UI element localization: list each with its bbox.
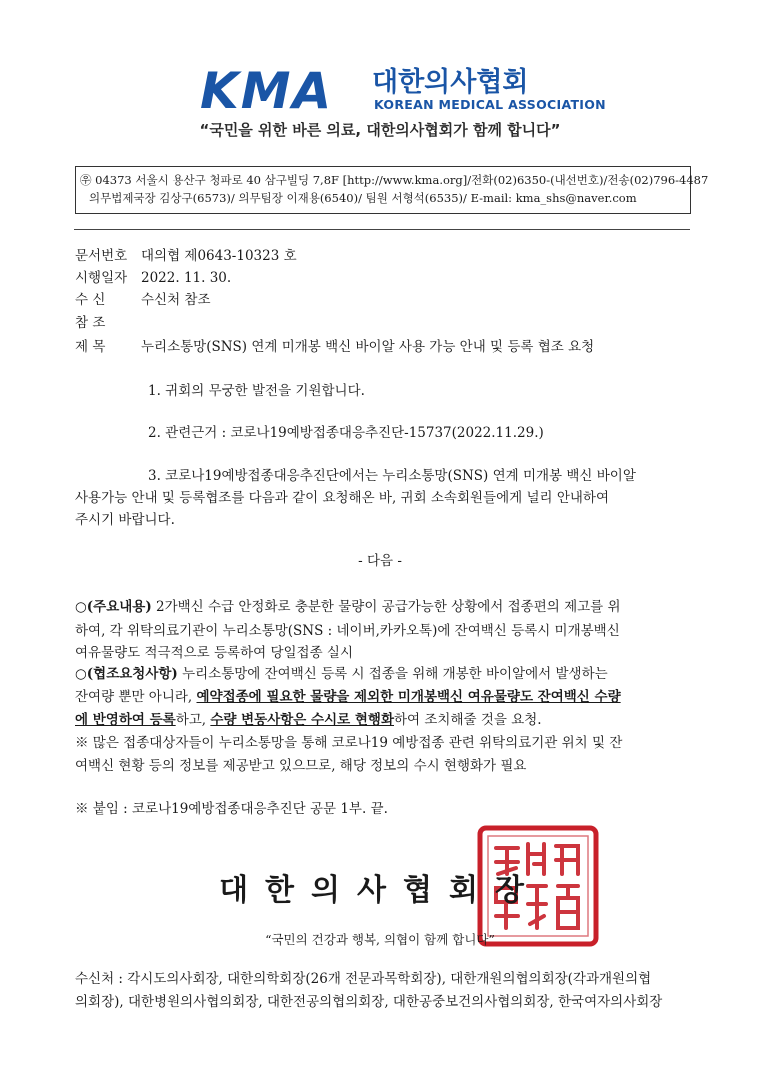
item-text: 잔여량 뿐만 아니라, bbox=[75, 689, 197, 705]
main-content-cont: 여유물량도 적극적으로 등록하여 당일접종 실시 bbox=[75, 645, 353, 661]
kma-logo: KMA bbox=[200, 62, 334, 120]
note-cont: 여백신 현황 등의 정보를 제공받고 있으므로, 해당 정보의 수시 현행화가 필요 bbox=[75, 758, 527, 774]
item-text: 누리소통망에 잔여백신 등록 시 접종을 위해 개봉한 바이알에서 발생하는 bbox=[177, 666, 608, 682]
emphasis-text: 예약접종에 필요한 물량을 제외한 미개봉백신 여유물량도 잔여백신 수량 bbox=[196, 689, 621, 705]
paragraph-2: 2. 관련근거 : 코로나19예방접종대응추진단-15737(2022.11.29.) bbox=[148, 425, 544, 441]
request-item bbox=[75, 663, 608, 686]
address-line: ㉾ 04373 서울시 용산구 청파로 40 삼구빌딩 7,8F [http://www.kma.org]/전화(02)6350-(내선번호)/전송(02)796-4487 bbox=[80, 173, 709, 187]
field-label: 시행일자 bbox=[75, 270, 128, 286]
recipient-row bbox=[75, 290, 211, 310]
enclosure-line: ※ 붙임 : 코로나19예방접종대응추진단 공문 1부. 끝. bbox=[75, 801, 388, 817]
item-heading: ○(주요내용) bbox=[75, 599, 152, 615]
header-divider bbox=[74, 229, 690, 230]
note: ※ 많은 접종대상자들이 누리소통망을 통해 코로나19 예방접종 관련 위탁의료기관 위치 및 잔 bbox=[75, 735, 623, 751]
request-item-cont bbox=[75, 709, 542, 732]
field-label: 문서번호 bbox=[75, 248, 128, 264]
main-content-cont: 하여, 각 위탁의료기관이 누리소통망(SNS : 네이버,카카오톡)에 잔여백신 등록시 미개봉백신 bbox=[75, 623, 620, 639]
doc-number-row bbox=[75, 246, 297, 266]
org-name-korean: 대한의사협회 bbox=[372, 67, 529, 98]
field-label: 수 신 bbox=[75, 292, 106, 308]
paragraph-3-cont: 주시기 바랍니다. bbox=[75, 512, 175, 528]
request-item-cont bbox=[75, 686, 621, 709]
field-label: 참 조 bbox=[75, 315, 106, 331]
item-heading: ○(협조요청사항) bbox=[75, 666, 178, 682]
issue-date-row bbox=[75, 268, 231, 288]
item-text: 2가백신 수급 안정화로 충분한 물량이 공급가능한 상황에서 접종편의 제고를 위 bbox=[151, 599, 621, 615]
header-slogan: “국민을 위한 바른 의료, 대한의사협회가 함께 합니다” bbox=[199, 121, 561, 139]
reference-row bbox=[75, 313, 141, 333]
signatory-title: 대한의사협회장 bbox=[219, 873, 541, 908]
signature-motto: “국민의 건강과 행복, 의협이 함께 합니다” bbox=[265, 932, 495, 947]
paragraph-3: 3. 코로나19예방접종대응추진단에서는 누리소통망(SNS) 연계 미개봉 백신 바이알 bbox=[148, 468, 636, 484]
field-value: 누리소통망(SNS) 연계 미개봉 백신 바이알 사용 가능 안내 및 등록 협조 요청 bbox=[141, 339, 595, 355]
emphasis-text: 에 반영하여 등록 bbox=[75, 712, 176, 728]
item-text: 하고, bbox=[175, 712, 211, 728]
subject-row bbox=[75, 337, 594, 357]
section-divider: - 다음 - bbox=[358, 553, 402, 569]
paragraph-3-cont: 사용가능 안내 및 등록협조를 다음과 같이 요청해온 바, 귀회 소속회원들에게 널리 안내하여 bbox=[75, 490, 610, 506]
field-label: 제 목 bbox=[75, 339, 106, 355]
field-value: 수신처 참조 bbox=[141, 292, 211, 308]
emphasis-text: 수량 변동사항은 수시로 현행화 bbox=[210, 712, 394, 728]
contact-line: 의무법제국장 김상구(6573)/ 의무팀장 이재용(6540)/ 팀원 서형석(6535)/ E-mail: kma_shs@naver.com bbox=[89, 191, 637, 205]
field-value: 대의협 제0643-10323 호 bbox=[141, 248, 297, 264]
paragraph-1: 1. 귀회의 무궁한 발전을 기원합니다. bbox=[148, 383, 365, 399]
main-content-item bbox=[75, 596, 621, 619]
field-value: 2022. 11. 30. bbox=[141, 270, 232, 286]
recipients-list-cont: 의회장), 대한병원의사협의회장, 대한전공의협의회장, 대한공중보건의사협의회장, 한국여자의사회장 bbox=[75, 994, 663, 1010]
recipients-list: 수신처 : 각시도의사회장, 대한의학회장(26개 전문과목학회장), 대한개원의협의회장(각과개원의협 bbox=[75, 971, 652, 987]
item-text: 하여 조치해줄 것을 요청. bbox=[394, 712, 542, 728]
org-name-english: KOREAN MEDICAL ASSOCIATION bbox=[374, 97, 606, 112]
